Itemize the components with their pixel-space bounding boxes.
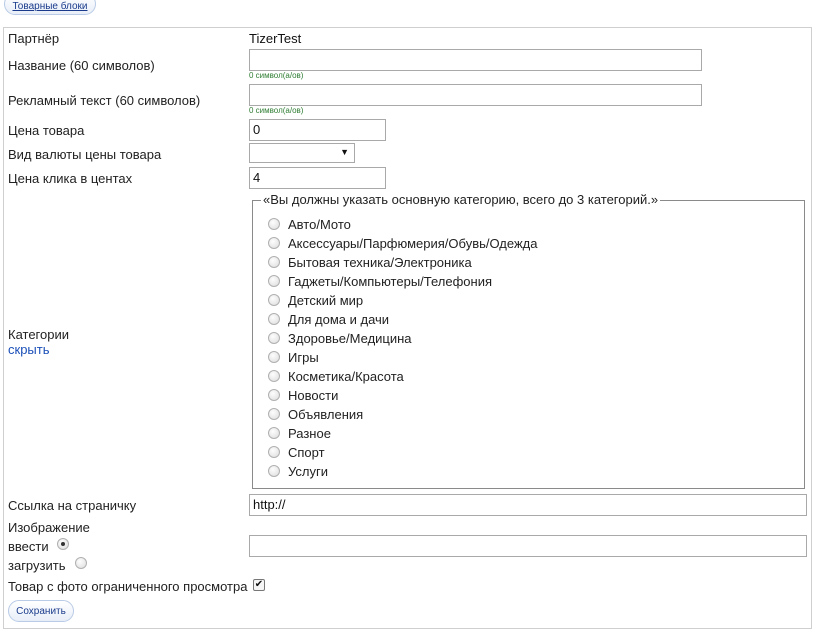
category-label: Услуги: [288, 463, 328, 479]
category-item[interactable]: [268, 330, 412, 346]
category-label: Игры: [288, 349, 319, 365]
page-link-label: Ссылка на страничку: [8, 498, 137, 513]
category-label: Новости: [288, 387, 339, 403]
category-label: Бытовая техника/Электроника: [288, 254, 472, 270]
categories-legend: «Вы должны указать основную категорию, всего до 3 категорий.»: [263, 192, 659, 207]
click-price-input[interactable]: 4: [249, 167, 386, 189]
category-item[interactable]: [268, 425, 331, 441]
currency-select[interactable]: [249, 143, 355, 163]
partner-value: TizerTest: [249, 31, 302, 46]
category-label: Для дома и дачи: [288, 311, 390, 327]
category-radio[interactable]: [268, 389, 280, 401]
category-label: Разное: [288, 425, 331, 441]
click-price-label: Цена клика в центах: [8, 171, 133, 186]
category-radio[interactable]: [268, 313, 280, 325]
dropdown-arrow-icon: ▼: [340, 147, 349, 157]
price-label: Цена товара: [8, 123, 85, 138]
image-label: Изображение: [8, 520, 90, 535]
name-label: Название (60 символов): [8, 58, 155, 73]
category-label: Гаджеты/Компьютеры/Телефония: [288, 273, 493, 289]
category-radio[interactable]: [268, 237, 280, 249]
category-item[interactable]: [268, 368, 404, 384]
category-item[interactable]: [268, 254, 472, 270]
partner-label: Партнёр: [8, 31, 60, 46]
save-button[interactable]: Сохранить: [8, 600, 74, 622]
category-label: Детский мир: [288, 292, 364, 308]
category-item[interactable]: [268, 216, 351, 232]
name-input[interactable]: [249, 49, 702, 71]
category-radio[interactable]: [268, 446, 280, 458]
image-upload-radio[interactable]: [75, 557, 87, 569]
name-char-counter: 0 символ(а/ов): [249, 71, 304, 80]
category-item[interactable]: [268, 406, 363, 422]
restricted-photo-checkbox[interactable]: [253, 579, 265, 591]
category-label: Авто/Мото: [288, 216, 351, 232]
image-option-upload-label: загрузить: [8, 558, 66, 573]
ad-text-label: Рекламный текст (60 символов): [8, 93, 201, 108]
category-item[interactable]: [268, 311, 389, 327]
category-item[interactable]: [268, 349, 319, 365]
category-item[interactable]: [268, 292, 363, 308]
category-radio[interactable]: [268, 256, 280, 268]
category-radio[interactable]: [268, 218, 280, 230]
category-item[interactable]: [268, 235, 538, 251]
image-option-enter-label: ввести: [8, 539, 49, 554]
category-item[interactable]: [268, 387, 338, 403]
categories-label: Категории: [8, 327, 69, 342]
category-radio[interactable]: [268, 294, 280, 306]
price-input[interactable]: 0: [249, 119, 386, 141]
category-radio[interactable]: [268, 351, 280, 363]
image-url-input[interactable]: [249, 535, 807, 557]
ad-text-input[interactable]: [249, 84, 702, 106]
categories-hide-link[interactable]: скрыть: [8, 342, 50, 357]
category-radio[interactable]: [268, 275, 280, 287]
category-radio[interactable]: [268, 465, 280, 477]
tovarnye-bloki-link[interactable]: Товарные блоки: [4, 0, 96, 15]
category-radio[interactable]: [268, 332, 280, 344]
category-label: Здоровье/Медицина: [288, 330, 412, 346]
category-item[interactable]: [268, 463, 328, 479]
category-label: Косметика/Красота: [288, 368, 404, 384]
category-radio[interactable]: [268, 427, 280, 439]
page-link-input[interactable]: http://: [249, 494, 807, 516]
ad-text-char-counter: 0 символ(а/ов): [249, 106, 304, 115]
currency-label: Вид валюты цены товара: [8, 147, 162, 162]
category-item[interactable]: [268, 273, 492, 289]
restricted-photo-label: Товар с фото ограниченного просмотра: [8, 579, 248, 594]
category-radio[interactable]: [268, 408, 280, 420]
category-label: Спорт: [288, 444, 325, 460]
category-item[interactable]: [268, 444, 325, 460]
checkmark-icon: ✔: [254, 579, 264, 590]
image-enter-radio[interactable]: [57, 538, 69, 550]
category-label: Объявления: [288, 406, 364, 422]
category-radio[interactable]: [268, 370, 280, 382]
category-label: Аксессуары/Парфюмерия/Обувь/Одежда: [288, 235, 538, 251]
